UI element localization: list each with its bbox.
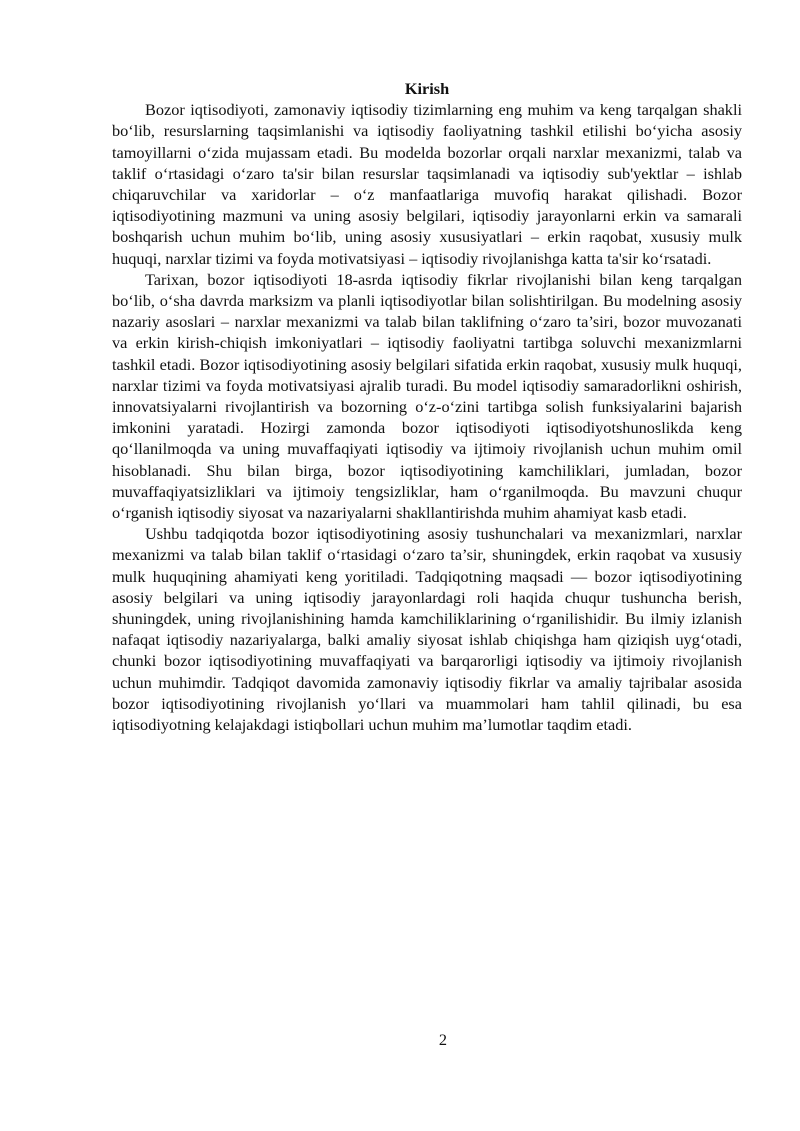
section-title: Kirish [404,79,450,98]
paragraph-2: Tarixan, bozor iqtisodiyoti 18-asrda iqtisodiy fikrlar rivojlanishi bilan keng tarqalgan bo‘lib, o‘sha davrda marksizm va planli iqtisodiyotlar bilan solishtirilgan. Bu modelning asosiy nazariy asoslari – narxlar mexanizmi va talab bilan taklifning o‘zaro ta’siri, bozor muvozanati va erkin kirish-chiqish imkoniyatlari – iqtisodiy faoliyatni tartibga soluvchi mexanizmlarni tashkil etadi. Bozor iqtisodiyotining asosiy belgilari sifatida erkin raqobat, xususiy mulk huquqi, narxlar tizimi va foyda motivatsiyasi ajralib turadi. Bu model iqtisodiy samaradorlikni oshirish, innovatsiyalarni rivojlantirish va bozorning o‘z-o‘zini tartibga solish funksiyalarini bajarish imkonini yaratadi. Hozirgi zamonda bozor iqtisodiyoti iqtisodiyotshunoslikda keng qo‘llanilmoqda va uning muvaffaqiyati iqtisodiy va ijtimoiy rivojlanish uchun muhim omil hisoblanadi. Shu bilan birga, bozor iqtisodiyotining kamchiliklari, jumladan, bozor muvaffaqiyatsizliklari va ijtimoiy tengsizliklar, ham o‘rganilmoqda. Bu mavzuni chuqur o‘rganish iqtisodiy siyosat va nazariyalarni shakllantirishda muhim ahamiyat kasb etadi. [112,269,742,523]
paragraph-3: Ushbu tadqiqotda bozor iqtisodiyotining asosiy tushunchalari va mexanizmlari, narxlar mexanizmi va talab bilan taklif o‘rtasidagi o‘zaro ta’sir, shuningdek, erkin raqobat va xususiy mulk huquqining ahamiyati keng yoritiladi. Tadqiqotning maqsadi — bozor iqtisodiyotining asosiy belgilari va uning iqtisodiy jarayonlardagi roli haqida chuqur tushuncha berish, shuningdek, uning rivojlanishining hamda kamchiliklarining o‘rganilishidir. Bu ilmiy izlanish nafaqat iqtisodiy nazariyalarga, balki amaliy siyosat ishlab chiqishga ham qiziqish uyg‘otadi, chunki bozor iqtisodiyotining muvaffaqiyati va barqarorligi iqtisodiy va ijtimoiy rivojlanish uchun muhimdir. Tadqiqot davomida zamonaviy iqtisodiy fikrlar va amaliy tajribalar asosida bozor iqtisodiyotining rivojlanish yo‘llari va muammolari ham tahlil qilinadi, bu esa iqtisodiyotning kelajakdagi istiqbollari uchun muhim ma’lumotlar taqdim etadi. [112,524,742,735]
page-number: 2 [438,1030,448,1049]
paragraph-1: Bozor iqtisodiyoti, zamonaviy iqtisodiy tizimlarning eng muhim va keng tarqalgan shakli bo‘lib, resurslarning taqsimlanishi va iqtisodiy faoliyatning tashkil etilishi bo‘yicha asosiy tamoyillarni o‘zida mujassam etadi. Bu modelda bozorlar orqali narxlar mexanizmi, talab va taklif o‘rtasidagi o‘zaro ta'sir bilan resurslar taqsimlanadi va iqtisodiy sub'yektlar – ishlab chiqaruvchilar va xaridorlar – o‘z manfaatlariga muvofiq harakat qilishadi. Bozor iqtisodiyotining mazmuni va uning asosiy belgilari, iqtisodiy jarayonlarni erkin va samarali boshqarish uchun muhim bo‘lib, uning asosiy xususiyatlari – erkin raqobat, xususiy mulk huquqi, narxlar tizimi va foyda motivatsiyasi – iqtisodiy rivojlanishga katta ta'sir ko‘rsatadi. [112,100,742,268]
page-content [112,78,742,735]
